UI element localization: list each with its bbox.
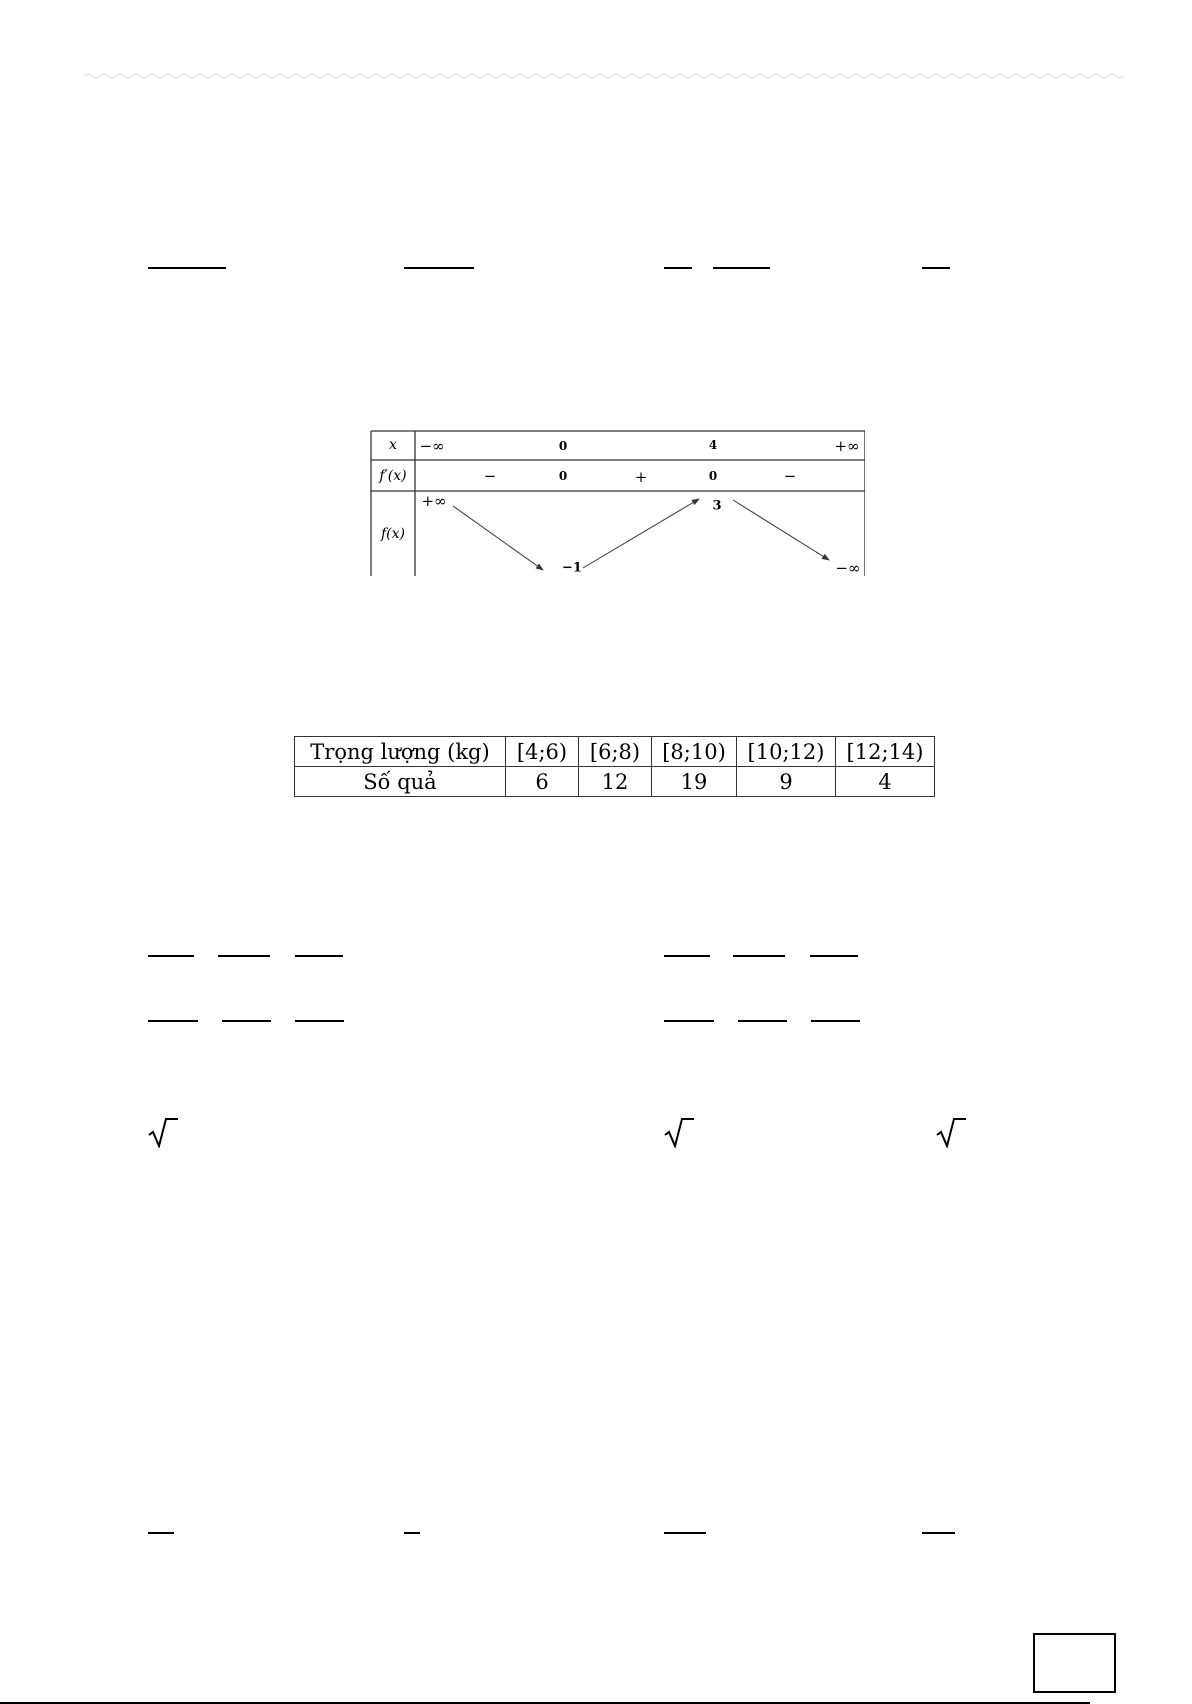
- fraction-bar: [733, 955, 785, 957]
- fraction-bar: [295, 1020, 344, 1022]
- table-cell: Số quả: [295, 767, 506, 797]
- fraction-bar: [922, 267, 950, 269]
- table-cell: [10;12): [737, 737, 836, 767]
- variation-table: [365, 428, 865, 576]
- fprime-zero: 0: [558, 469, 568, 483]
- fraction-bar: [922, 1532, 955, 1534]
- fprime-zero: 0: [708, 469, 718, 483]
- fraction-bar: [664, 955, 710, 957]
- header-wave-divider: [84, 72, 1124, 80]
- table-cell: 19: [652, 767, 737, 797]
- table-row: [295, 737, 935, 767]
- x-value: 0: [558, 439, 568, 453]
- fprime-sign: +: [634, 468, 648, 486]
- square-root-sign: [148, 1118, 178, 1148]
- table-cell: 12: [579, 767, 652, 797]
- f-value: 3: [712, 498, 722, 514]
- table-cell: 9: [737, 767, 836, 797]
- fraction-bar: [222, 1020, 271, 1022]
- fraction-bar: [148, 1532, 174, 1534]
- square-root-sign: [664, 1118, 694, 1148]
- fraction-bar: [148, 955, 194, 957]
- fraction-bar: [404, 267, 474, 269]
- fraction-bar: [295, 955, 343, 957]
- f-value: +∞: [421, 492, 447, 510]
- fraction-bar: [810, 955, 858, 957]
- table-row: [295, 767, 935, 797]
- fprime-sign: −: [483, 467, 497, 485]
- x-value: 4: [708, 438, 718, 452]
- table-cell: [4;6): [506, 737, 579, 767]
- fprime-sign: −: [783, 467, 797, 485]
- fraction-bar: [713, 267, 770, 269]
- square-root-sign: [936, 1118, 966, 1148]
- f-value: −∞: [835, 559, 861, 577]
- table-cell: [12;14): [836, 737, 935, 767]
- fraction-bar: [404, 1532, 420, 1534]
- fraction-bar: [664, 1020, 714, 1022]
- fraction-bar: [664, 1532, 706, 1534]
- x-value: +∞: [834, 437, 860, 455]
- fraction-bar: [738, 1020, 787, 1022]
- table-cell: 4: [836, 767, 935, 797]
- table-cell: [8;10): [652, 737, 737, 767]
- fraction-bar: [148, 267, 226, 269]
- table-cell: [6;8): [579, 737, 652, 767]
- fraction-bar: [811, 1020, 860, 1022]
- page-number-box: [1033, 1633, 1116, 1693]
- frequency-table: [294, 736, 935, 797]
- table-cell: Trọng lượng (kg): [295, 737, 506, 767]
- fraction-bar: [148, 1020, 198, 1022]
- table-cell: 6: [506, 767, 579, 797]
- fraction-bar: [218, 955, 270, 957]
- row-label-fprime: f′(x): [379, 468, 407, 484]
- row-label-f: f(x): [380, 526, 406, 542]
- fraction-bar: [664, 267, 692, 269]
- x-value: −∞: [419, 437, 445, 455]
- row-label-x: x: [389, 437, 397, 453]
- f-value: −1: [562, 560, 582, 576]
